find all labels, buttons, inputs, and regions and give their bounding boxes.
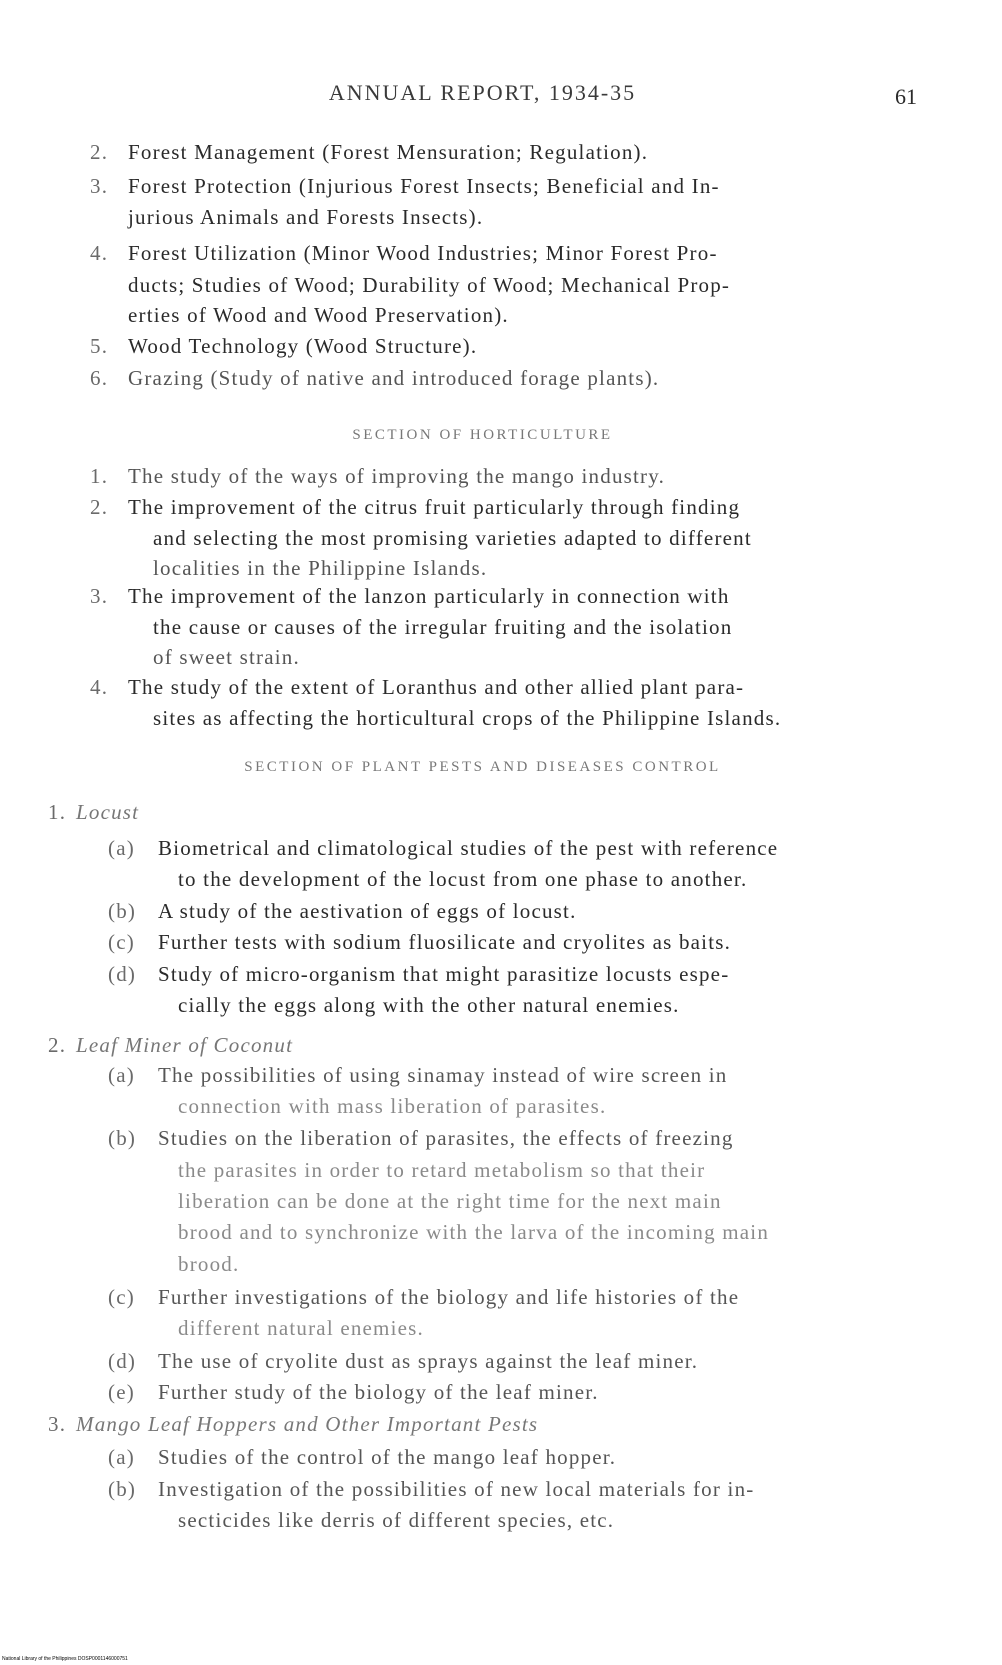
item-continuation: brood and to synchronize with the larva of the incoming main (178, 1220, 770, 1244)
item-letter: (c) (108, 1285, 135, 1309)
item-number: 5. (90, 334, 109, 358)
forestry-item (90, 176, 720, 197)
item-number: 6. (90, 366, 109, 390)
group-title: Leaf Miner of Coconut (76, 1033, 294, 1057)
item-number: 3. (90, 584, 109, 608)
item-text: The improvement of the lanzon particularly in connection with (128, 584, 730, 608)
item-text: The possibilities of using sinamay instead of wire screen in (158, 1063, 728, 1087)
item-continuation: different natural enemies. (178, 1316, 424, 1340)
item-continuation: ducts; Studies of Wood; Durability of Wood; Mechanical Prop- (128, 273, 731, 297)
pest-subitem (108, 1287, 739, 1308)
pest-subitem (108, 1382, 599, 1403)
page-number: 61 (895, 84, 917, 109)
item-continuation: and selecting the most promising varieties adapted to different (153, 526, 752, 550)
pest-subitem (108, 932, 731, 953)
item-continuation: brood. (178, 1252, 240, 1276)
pest-group-heading (48, 1035, 293, 1056)
item-continuation: cially the eggs along with the other natural enemies. (178, 993, 680, 1017)
item-letter: (c) (108, 930, 135, 954)
horticulture-item (90, 497, 740, 518)
item-letter: (a) (108, 836, 135, 860)
item-continuation: the cause or causes of the irregular fruiting and the isolation (153, 615, 733, 639)
item-text: Further tests with sodium fluosilicate and cryolites as baits. (158, 930, 732, 954)
group-number: 2. (48, 1033, 67, 1057)
item-number: 2. (90, 140, 109, 164)
pest-group-heading (48, 802, 139, 823)
item-text: Forest Utilization (Minor Wood Industries; Minor Forest Pro- (128, 241, 718, 265)
item-number: 1. (90, 464, 109, 488)
scan-footer: National Library of the Philippines DOSP0001146000751 (2, 1656, 128, 1662)
item-text: A study of the aestivation of eggs of locust. (158, 899, 577, 923)
horticulture-item (90, 586, 730, 607)
pest-subitem (108, 838, 778, 859)
item-text: The study of the ways of improving the mango industry. (128, 464, 666, 488)
forestry-item (90, 142, 648, 163)
forestry-item (90, 243, 718, 264)
horticulture-item (90, 466, 665, 487)
item-number: 3. (90, 174, 109, 198)
item-continuation: liberation can be done at the right time for the next main (178, 1189, 722, 1213)
item-text: Further investigations of the biology and life histories of the (158, 1285, 740, 1309)
section-heading-horticulture: SECTION OF HORTICULTURE (352, 427, 613, 443)
item-letter: (b) (108, 899, 137, 923)
item-letter: (d) (108, 1349, 137, 1373)
item-letter: (b) (108, 1126, 137, 1150)
running-header-title: ANNUAL REPORT, 1934-35 (328, 80, 637, 105)
item-text: The study of the extent of Loranthus and other allied plant para- (128, 675, 745, 699)
item-text: Investigation of the possibilities of new local materials for in- (158, 1477, 755, 1501)
item-letter: (a) (108, 1063, 135, 1087)
section-heading-pests: SECTION OF PLANT PESTS AND DISEASES CONTROL (244, 759, 721, 775)
item-text: The use of cryolite dust as sprays against the leaf miner. (158, 1349, 699, 1373)
horticulture-item (90, 677, 744, 698)
pest-subitem (108, 1447, 616, 1468)
group-number: 1. (48, 800, 67, 824)
item-continuation: secticides like derris of different species, etc. (178, 1508, 615, 1532)
pest-group-heading (48, 1414, 538, 1435)
group-title: Mango Leaf Hoppers and Other Important Pests (76, 1412, 539, 1436)
pest-subitem (108, 964, 729, 985)
item-continuation: to the development of the locust from one phase to another. (178, 867, 748, 891)
pest-subitem (108, 901, 577, 922)
item-number: 2. (90, 495, 109, 519)
pest-subitem (108, 1128, 734, 1149)
item-text: Study of micro-organism that might parasitize locusts espe- (158, 962, 730, 986)
item-continuation: erties of Wood and Wood Preservation). (128, 303, 509, 327)
item-text: Wood Technology (Wood Structure). (128, 334, 478, 358)
item-letter: (b) (108, 1477, 137, 1501)
item-number: 4. (90, 241, 109, 265)
item-continuation: the parasites in order to retard metabolism so that their (178, 1158, 706, 1182)
item-continuation: sites as affecting the horticultural crops of the Philippine Islands. (153, 706, 782, 730)
item-continuation: localities in the Philippine Islands. (153, 556, 488, 580)
pest-subitem (108, 1351, 698, 1372)
item-letter: (a) (108, 1445, 135, 1469)
item-text: Further study of the biology of the leaf miner. (158, 1380, 599, 1404)
pest-subitem (108, 1065, 727, 1086)
item-text: Forest Protection (Injurious Forest Insects; Beneficial and In- (128, 174, 720, 198)
item-text: Grazing (Study of native and introduced forage plants). (128, 366, 660, 390)
item-text: The improvement of the citrus fruit particularly through finding (128, 495, 741, 519)
item-letter: (d) (108, 962, 137, 986)
item-continuation: jurious Animals and Forests Insects). (128, 205, 484, 229)
item-text: Forest Management (Forest Mensuration; Regulation). (128, 140, 649, 164)
item-continuation: connection with mass liberation of parasites. (178, 1094, 607, 1118)
item-text: Biometrical and climatological studies of the pest with reference (158, 836, 779, 860)
item-number: 4. (90, 675, 109, 699)
item-text: Studies of the control of the mango leaf hopper. (158, 1445, 617, 1469)
group-number: 3. (48, 1412, 67, 1436)
forestry-item (90, 368, 659, 389)
forestry-item (90, 336, 477, 357)
pest-subitem (108, 1479, 754, 1500)
item-continuation: of sweet strain. (153, 645, 300, 669)
item-letter: (e) (108, 1380, 135, 1404)
group-title: Locust (76, 800, 140, 824)
item-text: Studies on the liberation of parasites, the effects of freezing (158, 1126, 734, 1150)
